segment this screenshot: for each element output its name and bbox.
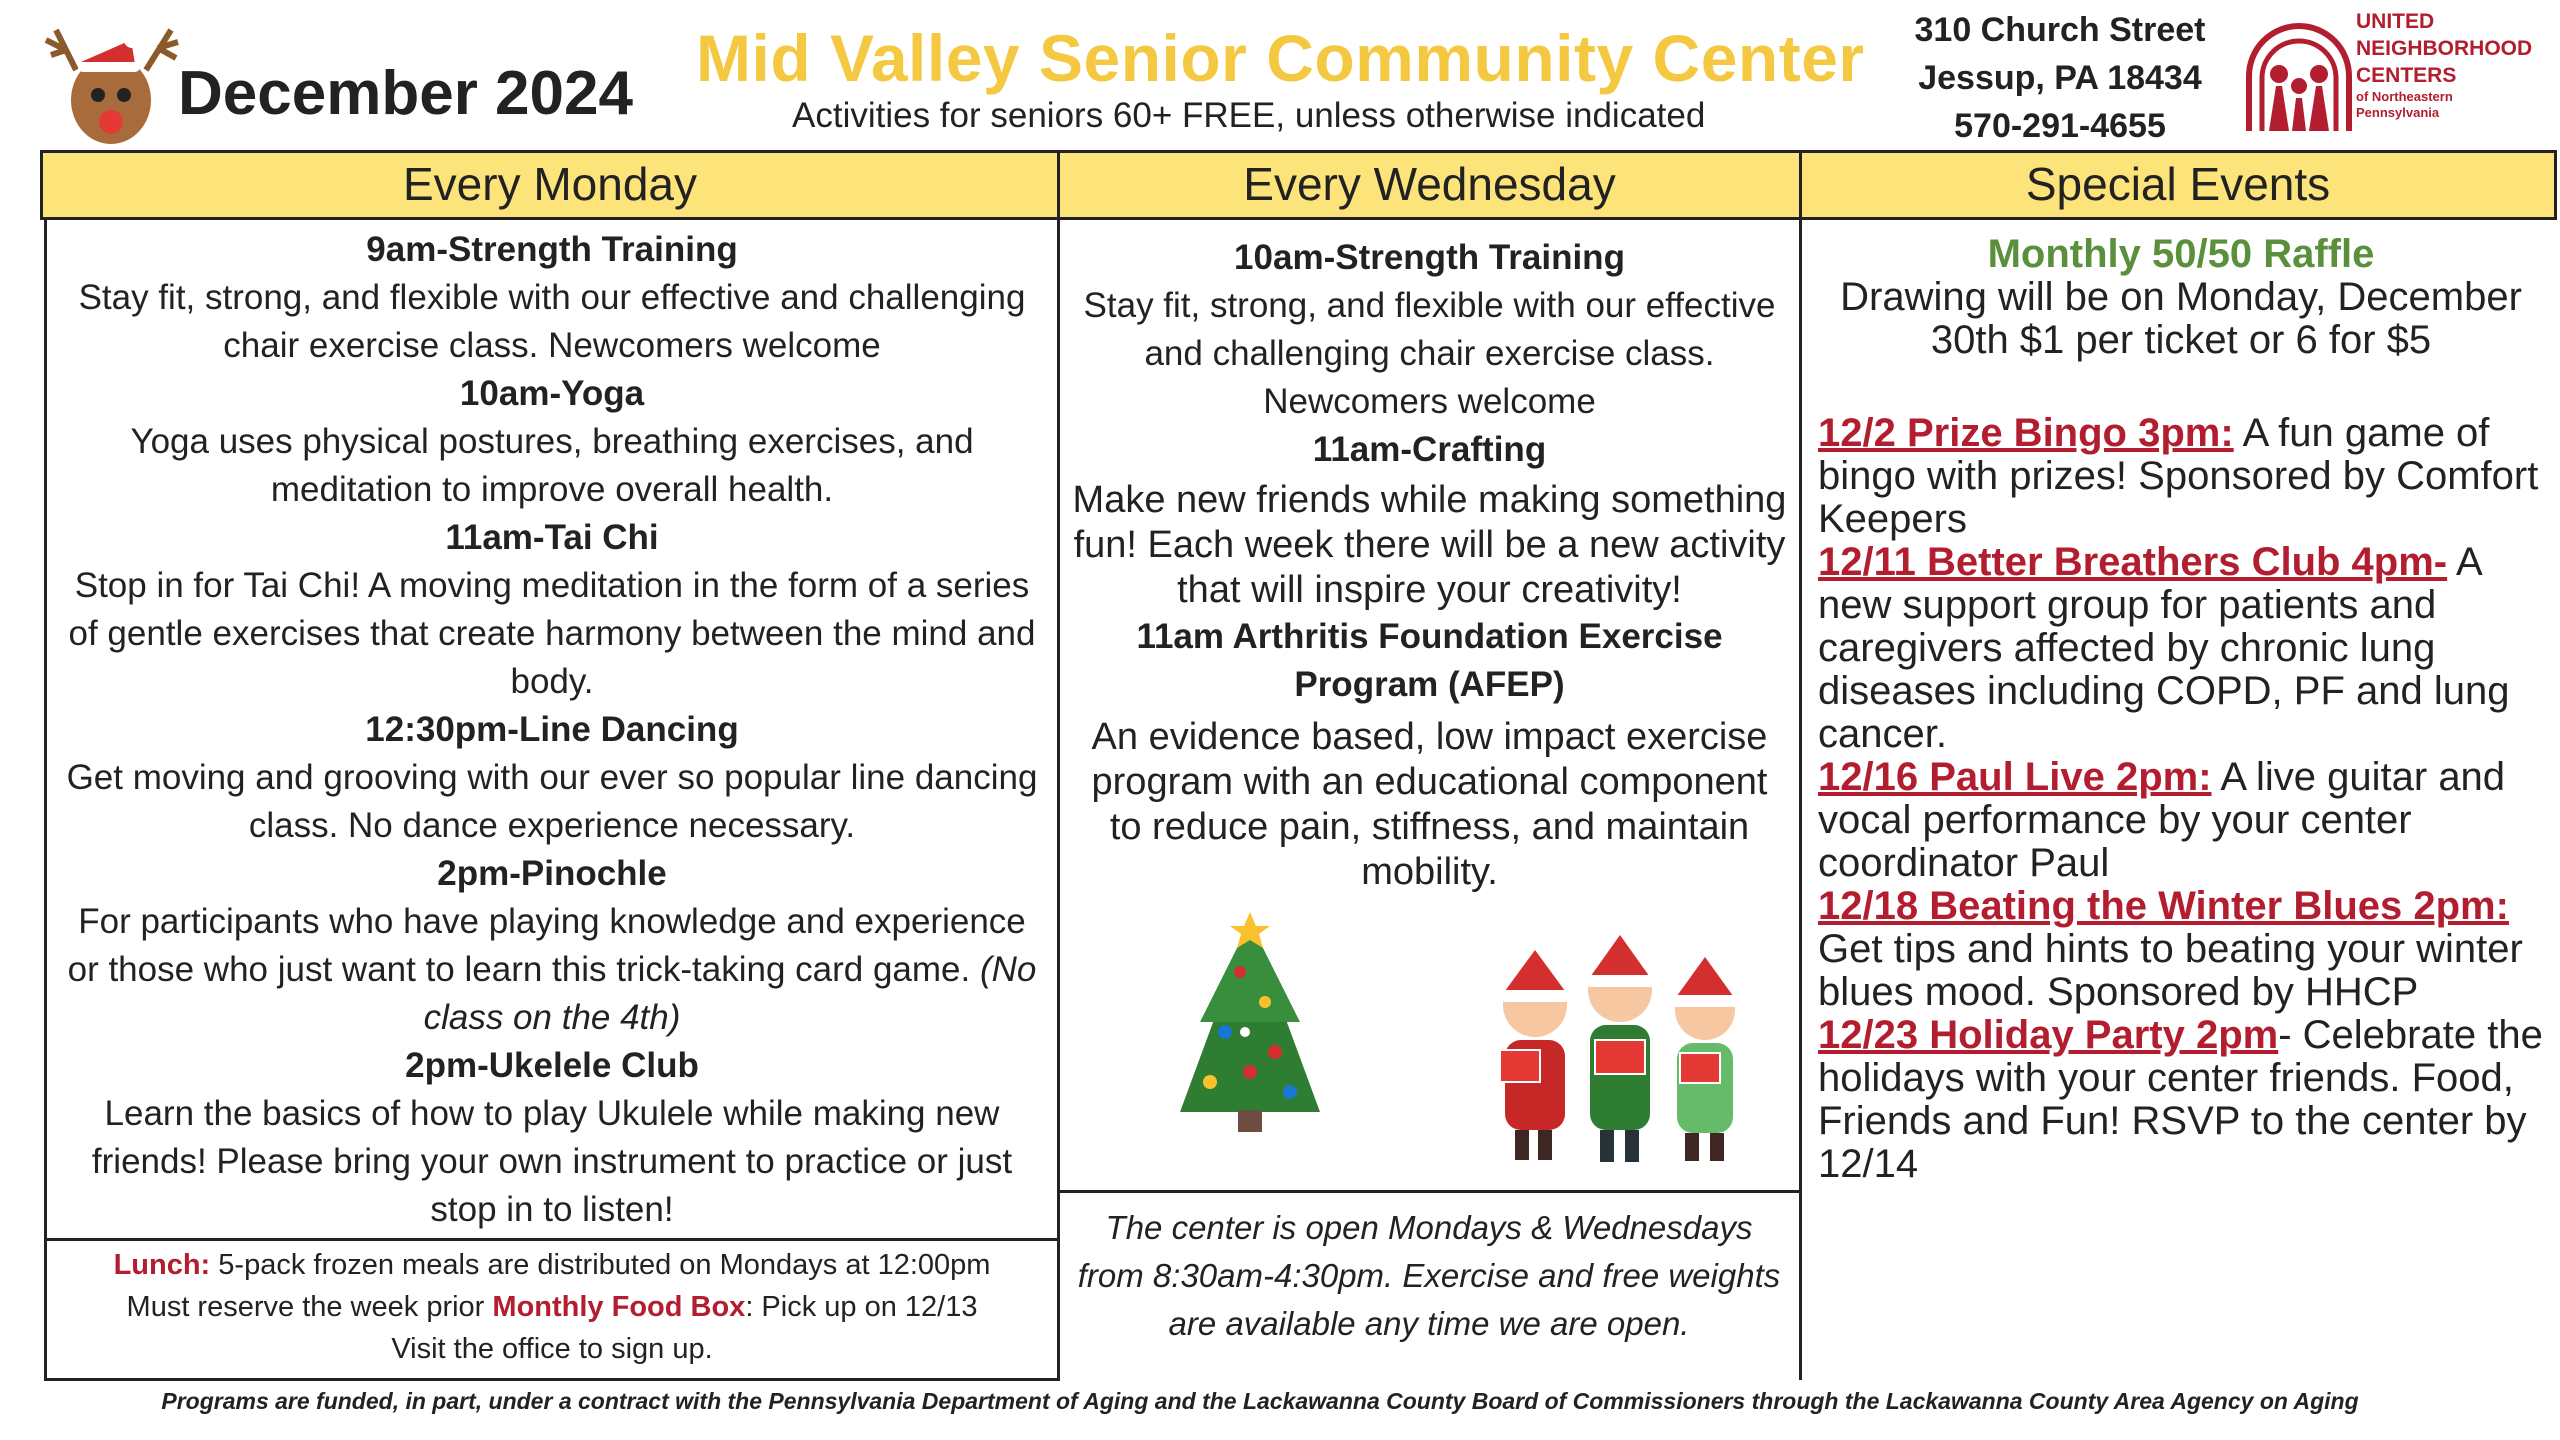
christmas-tree-icon <box>1140 912 1360 1137</box>
monday-activity-title: 9am-Strength Training <box>366 230 738 269</box>
monday-activity-desc: Stay fit, strong, and flexible with our effective and challenging chair exercise class. Newcomers welcome <box>78 278 1026 365</box>
wednesday-header: Every Wednesday <box>1057 150 1802 220</box>
logo-line-4: of Northeastern <box>2356 89 2453 104</box>
monday-divider <box>44 1238 1060 1241</box>
special-events-column <box>1818 232 2544 1186</box>
event-text: A fun game of bingo with prizes! Sponsored by Comfort Keepers <box>1818 411 2539 541</box>
monday-activity-desc: Stop in for Tai Chi! A moving meditation in the form of a series of gentle exercises that create harmony between the mind and body. <box>68 566 1036 701</box>
monday-activity-title: 12:30pm-Line Dancing <box>365 710 739 749</box>
monday-activity-desc <box>61 898 1043 1042</box>
event-text: A live guitar and vocal performance by your center coordinator Paul <box>1818 755 2506 885</box>
monday-header: Every Monday <box>40 150 1060 220</box>
center-subtitle: Activities for seniors 60+ FREE, unless otherwise indicated <box>792 96 1706 135</box>
phone-number: 570-291-4655 <box>1954 107 2166 145</box>
lunch-info <box>50 1244 1054 1370</box>
monday-column <box>44 220 1060 1380</box>
raffle-desc: Drawing will be on Monday, December 30th $1 per ticket or 6 for $5 <box>1840 275 2522 362</box>
event-text: Get tips and hints to beating your winter blues mood. Sponsored by HHCP <box>1818 927 2523 1014</box>
pinochle-note: (No class on the 4th) <box>423 950 1037 1037</box>
logo-line-5: Pennsylvania <box>2356 105 2440 120</box>
monday-activity-desc: Learn the basics of how to play Ukulele while making new friends! Please bring your own instrument to practice or just stop in to listen! <box>91 1094 1013 1229</box>
monday-activity-desc: Get moving and grooving with our ever so popular line dancing class. No dance experience necessary. <box>66 758 1038 845</box>
lunch-label: Lunch: <box>113 1249 211 1281</box>
wednesday-afep-desc: An evidence based, low impact exercise program with an educational component to reduce pain, stiffness, and maintain mobility. <box>1091 716 1768 893</box>
event-heading: 12/11 Better Breathers Club 4pm- <box>1818 540 2448 584</box>
food-box-label: Monthly Food Box <box>492 1291 746 1323</box>
monday-activity-title: 2pm-Ukelele Club <box>405 1046 699 1085</box>
wednesday-crafting-desc: Make new friends while making something fun! Each week there will be a new activity that will inspire your creativity! <box>1072 479 1787 611</box>
reserve-text: Must reserve the week prior <box>126 1291 485 1323</box>
pinochle-desc: For participants who have playing knowledge and experience or those who just want to learn this trick-taking card game. <box>67 902 1026 989</box>
carolers-icon <box>1480 935 1760 1175</box>
wednesday-crafting-title: 11am-Crafting <box>1312 430 1547 469</box>
special-event <box>1818 1014 2544 1186</box>
funding-footer: Programs are funded, in part, under a contract with the Pennsylvania Department of Aging and the Lackawanna County Board of Commissioners through the Lackawanna County Area Agency on Aging <box>161 1388 2359 1414</box>
office-text: Visit the office to sign up. <box>391 1333 713 1365</box>
wednesday-strength-desc: Stay fit, strong, and flexible with our effective and challenging chair exercise class. Newcomers welcome <box>1083 286 1776 421</box>
special-event <box>1818 541 2544 756</box>
event-text: A new support group for patients and caregivers affected by chronic lung diseases including COPD, PF and lung cancer. <box>1818 540 2510 756</box>
raffle-title: Monthly 50/50 Raffle <box>1987 232 2375 276</box>
special-event <box>1818 412 2544 541</box>
united-neighborhood-centers-logo <box>2244 6 2560 136</box>
special-event <box>1818 756 2544 885</box>
event-text: - Celebrate the holidays with your center friends. Food, Friends and Fun! RSVP to the center by 12/14 <box>1818 1013 2543 1186</box>
wednesday-afep-title: 11am Arthritis Foundation Exercise Program (AFEP) <box>1136 617 1723 704</box>
address-street: 310 Church Street <box>1914 11 2206 49</box>
logo-line-3: CENTERS <box>2356 64 2457 87</box>
event-heading: 12/23 Holiday Party 2pm <box>1818 1013 2279 1057</box>
monday-activity-title: 2pm-Pinochle <box>437 854 667 893</box>
special-left-border <box>1799 220 1803 1380</box>
wednesday-divider <box>1057 1190 1802 1193</box>
reindeer-icon <box>36 0 186 150</box>
center-title: Mid Valley Senior Community Center <box>696 21 1865 95</box>
center-hours-note: The center is open Mondays & Wednesdays from 8:30am-4:30pm. Exercise and free weights are available any time we are open. <box>1077 1209 1781 1342</box>
monday-activity-desc: Yoga uses physical postures, breathing exercises, and meditation to improve overall health. <box>130 422 974 509</box>
wednesday-strength-title: 10am-Strength Training <box>1234 238 1625 277</box>
event-heading: 12/16 Paul Live 2pm: <box>1818 755 2212 799</box>
monday-bottom <box>44 1378 1060 1381</box>
event-heading: 12/18 Beating the Winter Blues 2pm: <box>1818 884 2509 928</box>
event-heading: 12/2 Prize Bingo 3pm: <box>1818 411 2234 455</box>
logo-line-1: UNITED <box>2356 10 2435 33</box>
logo-figures-icon <box>2244 6 2354 136</box>
food-box-text: : Pick up on 12/13 <box>745 1291 978 1323</box>
lunch-text: 5-pack frozen meals are distributed on Mondays at 12:00pm <box>218 1249 991 1281</box>
special-events-header: Special Events <box>1799 150 2557 220</box>
monday-activity-title: 11am-Tai Chi <box>445 518 659 557</box>
address-city: Jessup, PA 18434 <box>1918 59 2202 97</box>
monday-activity-title: 10am-Yoga <box>459 374 645 413</box>
logo-line-2: NEIGHBORHOOD <box>2356 37 2533 60</box>
month-title: December 2024 <box>178 59 633 128</box>
special-event <box>1818 885 2544 1014</box>
center-address <box>1880 6 2240 150</box>
